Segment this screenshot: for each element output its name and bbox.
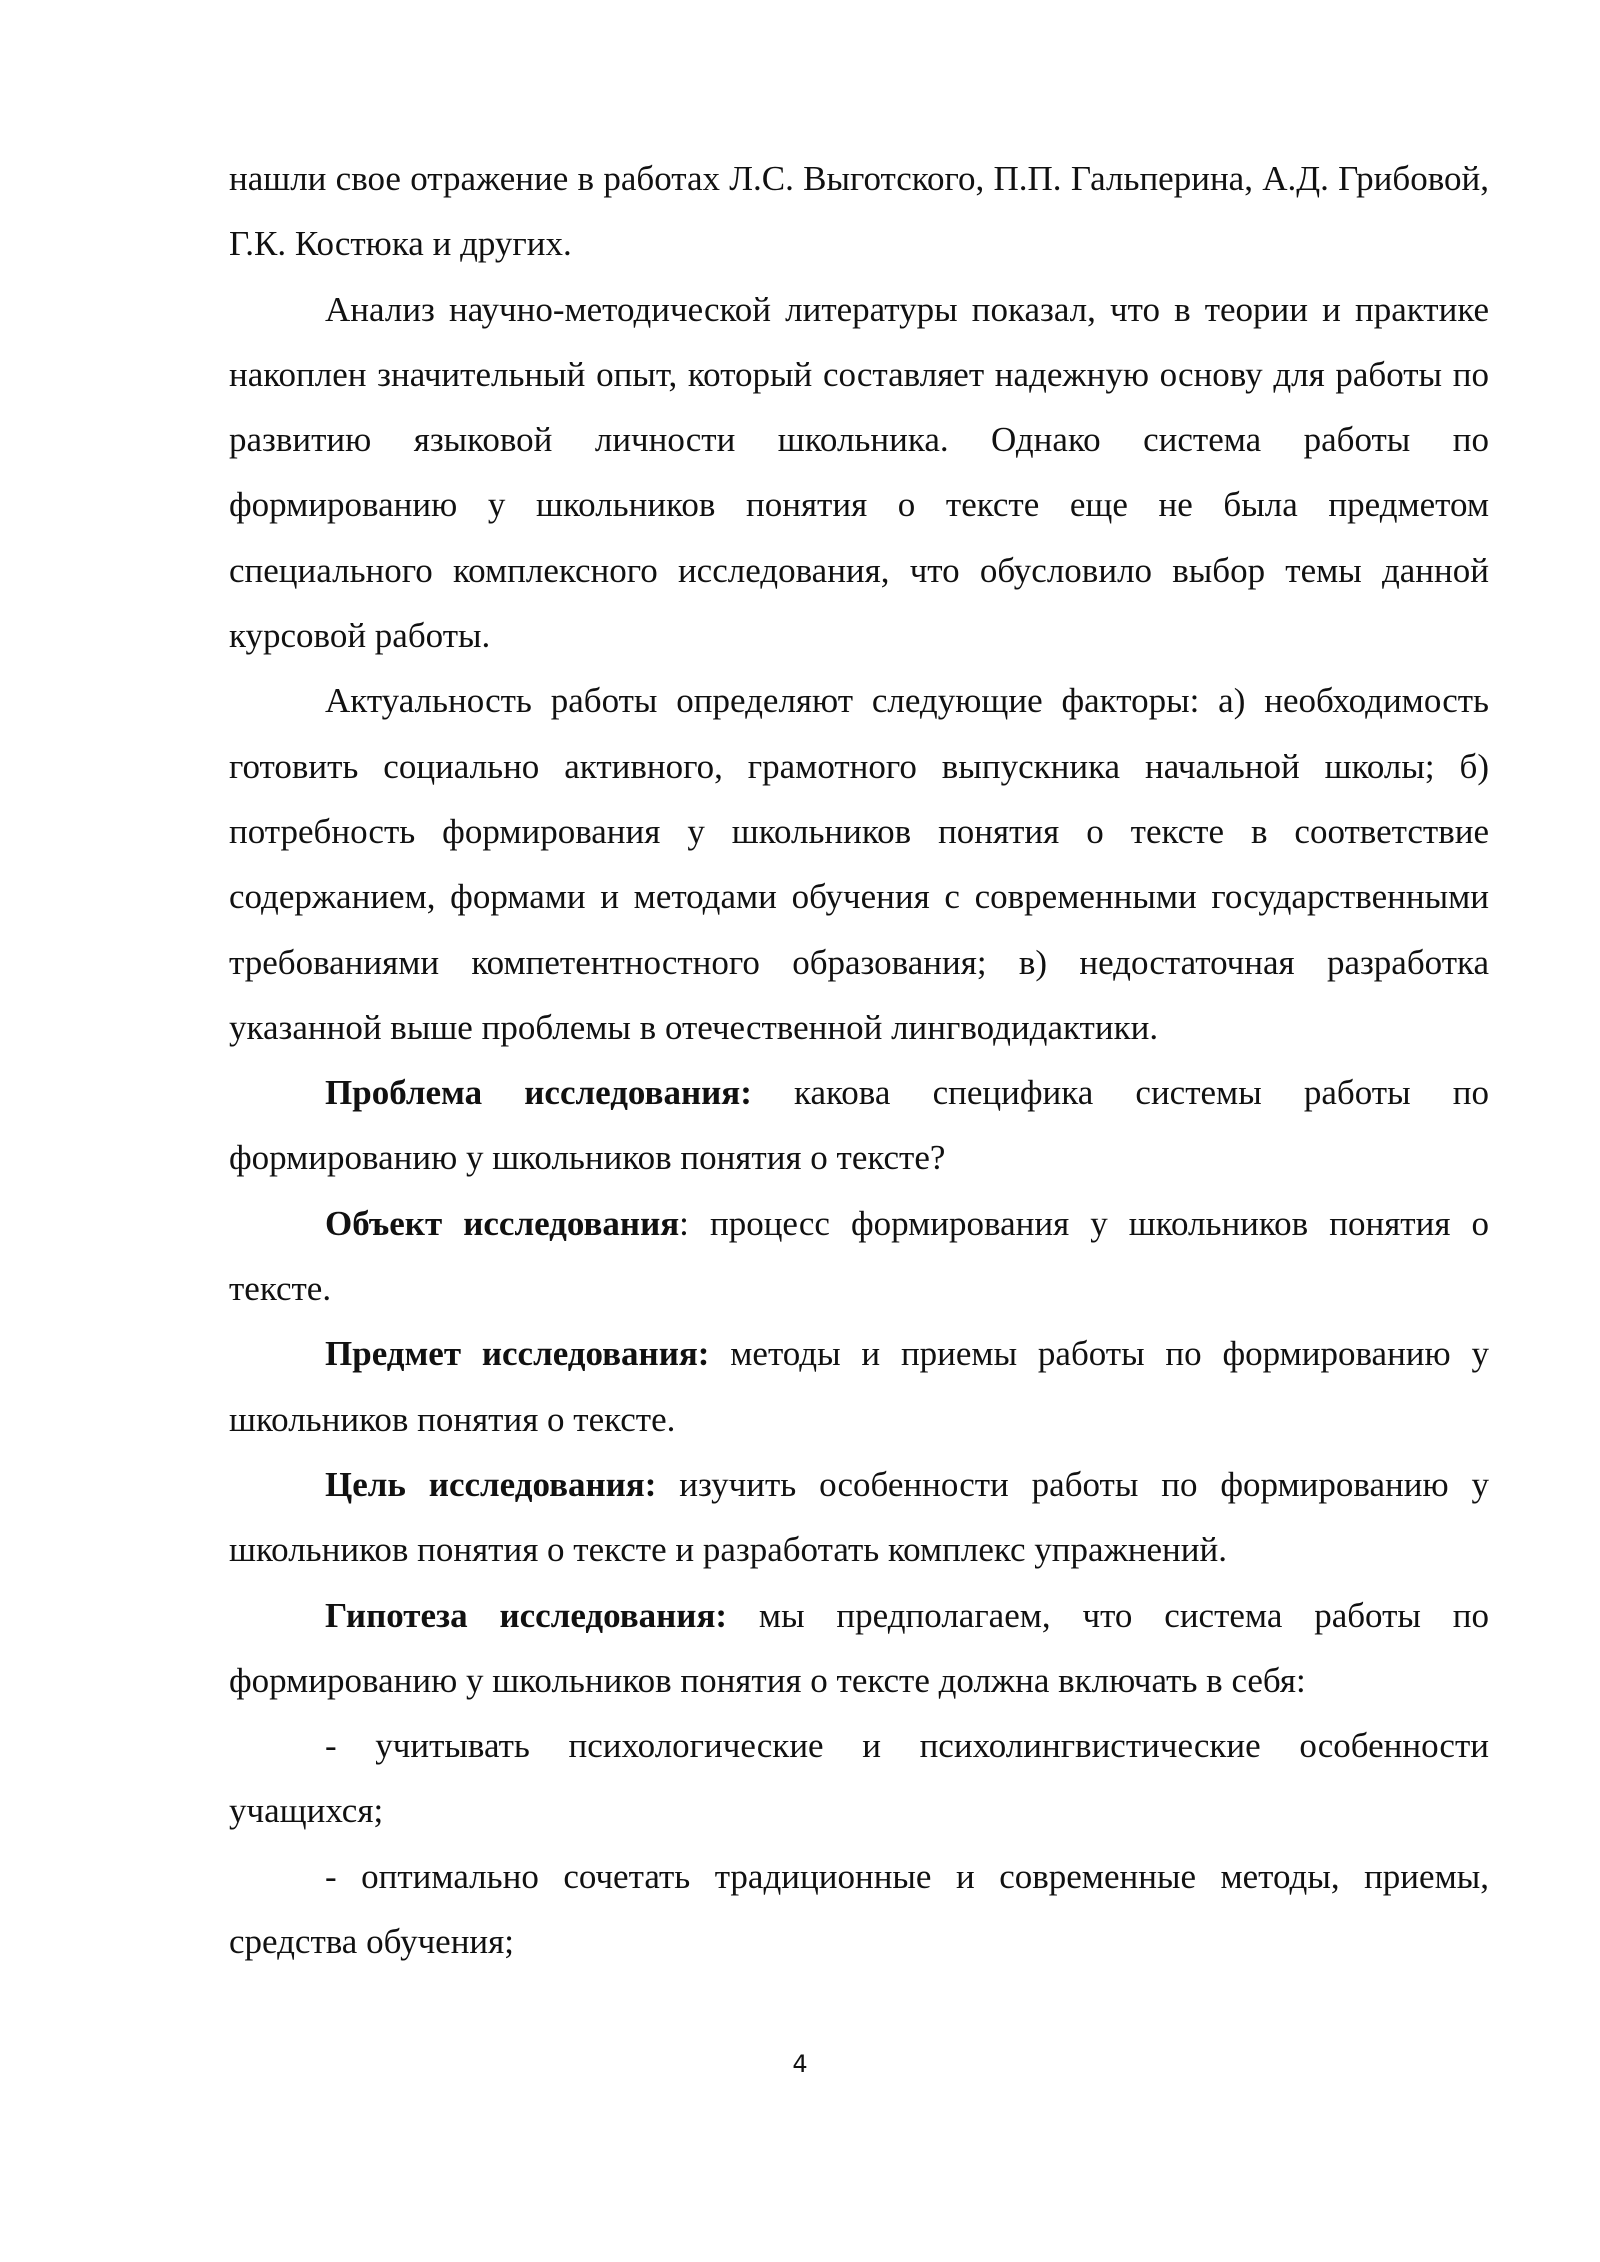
body-text — [229, 146, 1489, 1974]
research-subject-text: методы и приемы работы по формированию у школьников понятия о тексте. — [229, 1334, 1489, 1439]
research-problem-label: Проблема исследования: — [325, 1073, 752, 1113]
research-goal-label: Цель исследования: — [325, 1464, 657, 1504]
paragraph-relevance: Актуальность работы определяют следующие факторы: а) необходимость готовить социально активного, грамотного выпускника начальной школы; б) потребность формирования у школьников понятия о тексте в соответствие содержанием, формами и методами обучения с современными государственными требованиями компетентностного образования; в) недостаточная разработка указанной выше проблемы в отечественной лингводидактики. — [229, 681, 1489, 1047]
paragraph-research-subject — [229, 1321, 1489, 1452]
paragraph-research-goal — [229, 1452, 1489, 1583]
research-object-label: Объект исследования — [325, 1203, 680, 1243]
research-problem-text: какова специфика системы работы по формированию у школьников понятия о тексте? — [229, 1073, 1489, 1178]
research-hypothesis-text: мы предполагаем, что система работы по формированию у школьников понятия о тексте должна включать в себя: — [229, 1595, 1489, 1700]
list-item: - оптимально сочетать традиционные и современные методы, приемы, средства обучения; — [229, 1856, 1489, 1962]
paragraph-research-hypothesis — [229, 1583, 1489, 1714]
paragraph-research-object — [229, 1191, 1489, 1322]
research-hypothesis-label: Гипотеза исследования: — [325, 1595, 728, 1635]
research-goal-text: изучить особенности работы по формированию у школьников понятия о тексте и разработать комплекс упражнений. — [229, 1464, 1489, 1570]
research-object-text: : процесс формирования у школьников понятия о тексте. — [229, 1203, 1489, 1309]
list-item: - учитывать психологические и психолингвистические особенности учащихся; — [229, 1726, 1489, 1831]
paragraph-research-problem — [229, 1060, 1489, 1191]
paragraph-literature-analysis: Анализ научно-методической литературы показал, что в теории и практике накоплен значительный опыт, который составляет надежную основу для работы по развитию языковой личности школьника. Однако система работы по формированию у школьников понятия о тексте еще не была предметом специального комплексного исследования, что обусловило выбор темы данной курсовой работы. — [229, 289, 1489, 656]
page-number: 4 — [792, 2050, 808, 2078]
research-subject-label: Предмет исследования: — [325, 1334, 710, 1374]
paragraph-continuation: нашли свое отражение в работах Л.С. Выготского, П.П. Гальперина, А.Д. Грибовой, Г.К. Костюка и других. — [229, 159, 1489, 264]
